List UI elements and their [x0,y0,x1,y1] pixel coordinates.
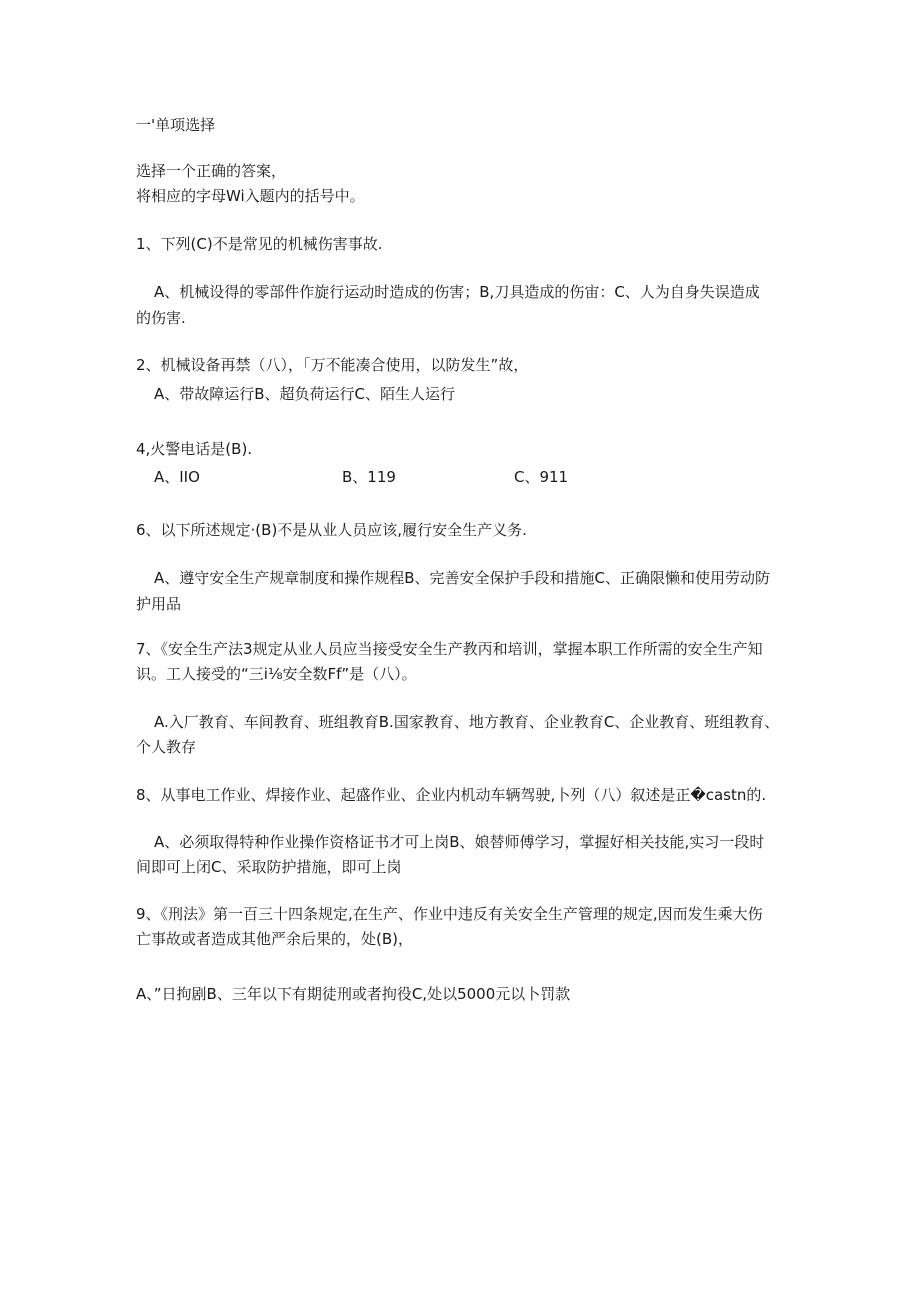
question-7-options: A.入厂教育、车间教育、班组教育B.国家教育、地方教育、企业教育C、企业教育、班组教育、 [154,713,780,731]
question-2-options: A、带故障运行B、超负荷运行C、陌生人运行 [154,385,456,403]
question-6-options-cont: 护用品 [136,595,182,613]
question-9-cont: 亡事故或者造成其他严余后果的，处(B)， [136,930,413,948]
question-1: 1、下列(C)不是常见的机械伤害事故. [136,235,383,253]
question-4: 4,火警电话是(B). [136,440,253,458]
question-1-options-cont: 的伤害. [136,309,186,327]
instruction-line-1: 选择一个正确的答案， [136,162,287,180]
question-9: 9、《刑法》第一百三十四条规定,在生产、作业中违反有关安全生产管理的规定,因而发生乘大伤 [136,905,763,923]
question-2: 2、机械设备再禁（八），「万不能凑合使用，以防发生”故， [136,356,529,374]
question-8-options-cont: 间即可上闭C、采取防护措施，即可上岗 [136,858,402,876]
question-4-option-c: C、911 [514,468,569,486]
question-4-option-b: B、119 [342,468,396,486]
question-1-options: A、机械设得的零部件作旋行运动时造成的伤害；B,刀具造成的伤宙：C、人为自身失误造成 [154,283,760,301]
question-6-options: A、遵守安全生产规章制度和操作规程B、完善安全保护手段和措施C、正确限懒和使用劳动防 [154,569,771,587]
question-9-options: A、”日拘剧B、三年以下有期徒刑或者拘役C,处以5000元以卜罚款 [136,985,571,1003]
question-8: 8、从事电工作业、焊接作业、起盛作业、企业内机动车辆驾驶,卜列（八）叙述是正�castn的. [136,786,767,804]
question-4-option-a: A、IIO [154,468,200,486]
question-7-cont: 识。工人接受的“三i⅛安全数Ff”是（八）。 [136,665,417,683]
question-6: 6、以下所述规定·(B)不是从业人员应该,履行安全生产义务. [136,521,527,539]
instruction-line-2: 将相应的字母Wi入题内的括号中。 [136,187,365,205]
question-8-options: A、必须取得特种作业操作资格证书才可上岗B、娘替师傅学习，掌握好相关技能,实习一段时 [154,833,765,851]
question-7: 7、《安全生产法3规定从业人员应当接受安全生产教丙和培训，掌握本职工作所需的安全生产知 [136,640,763,658]
question-7-options-cont: 个人教存 [136,738,197,756]
section-title: 一'单项选择 [136,116,216,134]
